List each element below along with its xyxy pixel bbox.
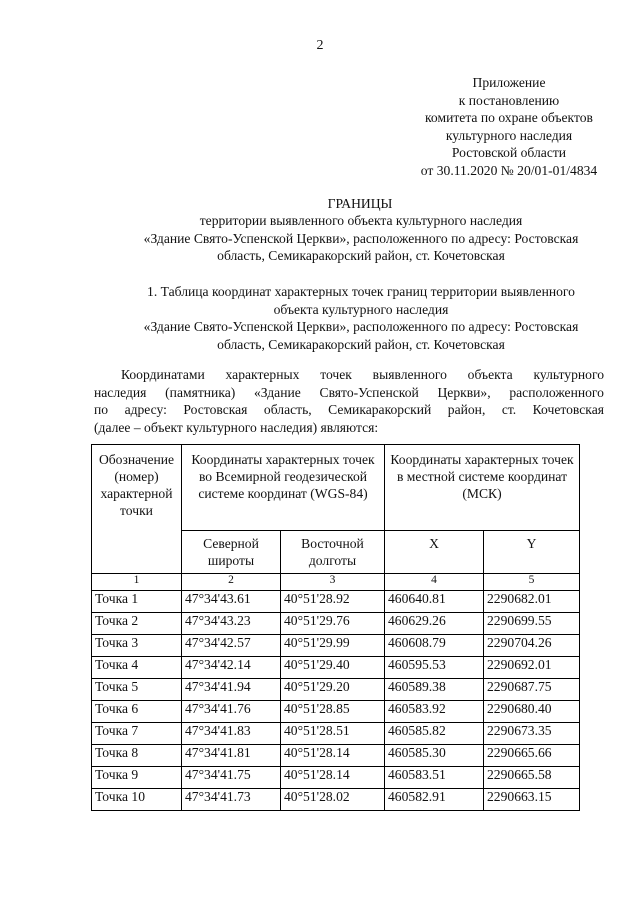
y-value: 2290704.26 [484, 635, 580, 657]
subtitle-line: «Здание Свято-Успенской Церкви», расположенного по адресу: Ростовская [143, 230, 579, 246]
longitude-value: 40°51'28.14 [281, 767, 385, 789]
column-number: 5 [484, 574, 580, 591]
word: наследия [94, 384, 147, 400]
appendix-line: культурного наследия [445, 127, 573, 143]
point-name: Точка 9 [92, 767, 182, 789]
x-value: 460595.53 [385, 657, 484, 679]
x-value: 460629.26 [385, 613, 484, 635]
table-row [92, 745, 580, 767]
header-wgs84: Координаты характерных точек во Всемирной геодезической системе координат (WGS-84) [182, 445, 385, 531]
word: характерных [225, 367, 300, 382]
word: адресу: [124, 402, 167, 418]
point-name: Точка 2 [92, 613, 182, 635]
x-value: 460608.79 [385, 635, 484, 657]
word: Свято-Успенской [319, 384, 419, 400]
longitude-value: 40°51'28.92 [281, 591, 385, 613]
y-value: 2290699.55 [484, 613, 580, 635]
x-value: 460640.81 [385, 591, 484, 613]
word: точек [320, 367, 352, 382]
y-value: 2290680.40 [484, 701, 580, 723]
point-name: Точка 6 [92, 701, 182, 723]
point-name: Точка 3 [92, 635, 182, 657]
table-row [92, 723, 580, 745]
table-header-row [92, 445, 580, 531]
header-y: Y [484, 530, 580, 573]
y-value: 2290665.66 [484, 745, 580, 767]
word: по [94, 402, 109, 418]
word: ст. [501, 402, 517, 418]
page-number: 2 [316, 38, 324, 53]
x-value: 460583.51 [385, 767, 484, 789]
table-row [92, 635, 580, 657]
column-number: 1 [92, 574, 182, 591]
paragraph-line: (далее – объект культурного наследия) являются: [94, 419, 379, 435]
word: культурного [533, 367, 604, 382]
latitude-value: 47°34'41.75 [182, 767, 281, 789]
table-row [92, 613, 580, 635]
y-value: 2290682.01 [484, 591, 580, 613]
word: расположенного [509, 384, 604, 400]
paragraph-line [94, 366, 604, 384]
point-name: Точка 10 [92, 789, 182, 811]
longitude-value: 40°51'28.51 [281, 723, 385, 745]
appendix-date-number: от 30.11.2020 № 20/01-01/4834 [420, 162, 598, 178]
subtitle-line: территории выявленного объекта культурного наследия [199, 213, 523, 228]
section-heading [96, 283, 626, 353]
section-line: 1. Таблица координат характерных точек границ территории выявленного [147, 284, 575, 299]
x-value: 460589.38 [385, 679, 484, 701]
x-value: 460585.82 [385, 723, 484, 745]
y-value: 2290673.35 [484, 723, 580, 745]
longitude-value: 40°51'29.20 [281, 679, 385, 701]
section-line: «Здание Свято-Успенской Церкви», расположенного по адресу: Ростовская [143, 319, 579, 335]
appendix-line: Ростовской области [451, 145, 567, 161]
column-number-row [92, 574, 580, 591]
point-name: Точка 7 [92, 723, 182, 745]
latitude-value: 47°34'42.14 [182, 657, 281, 679]
y-value: 2290692.01 [484, 657, 580, 679]
longitude-value: 40°51'29.99 [281, 635, 385, 657]
point-name: Точка 8 [92, 745, 182, 767]
word: Семикаракорский [328, 402, 432, 418]
appendix-line: к постановлению [458, 92, 560, 108]
latitude-value: 47°34'41.83 [182, 723, 281, 745]
word: район, [447, 402, 486, 418]
word: Церкви», [437, 384, 491, 400]
point-name: Точка 5 [92, 679, 182, 701]
point-name: Точка 1 [92, 591, 182, 613]
y-value: 2290663.15 [484, 789, 580, 811]
table-row [92, 679, 580, 701]
word: объекта [467, 367, 513, 382]
appendix-block [392, 74, 626, 180]
word: область, [263, 402, 312, 418]
point-name: Точка 4 [92, 657, 182, 679]
column-number: 4 [385, 574, 484, 591]
latitude-value: 47°34'41.81 [182, 745, 281, 767]
column-number: 3 [281, 574, 385, 591]
word: выявленного [372, 367, 447, 382]
latitude-value: 47°34'43.23 [182, 613, 281, 635]
subtitle-line: область, Семикаракорский район, ст. Кочетовская [217, 248, 505, 264]
header-msk: Координаты характерных точек в местной системе координат (МСК) [385, 445, 580, 531]
x-value: 460583.92 [385, 701, 484, 723]
word: Ростовская [183, 402, 248, 418]
longitude-value: 40°51'29.76 [281, 613, 385, 635]
table-row [92, 657, 580, 679]
word: Координатами [121, 367, 205, 382]
header-north-latitude: Северной широты [182, 530, 281, 573]
x-value: 460585.30 [385, 745, 484, 767]
word: «Здание [253, 384, 301, 400]
latitude-value: 47°34'41.73 [182, 789, 281, 811]
latitude-value: 47°34'42.57 [182, 635, 281, 657]
x-value: 460582.91 [385, 789, 484, 811]
latitude-value: 47°34'41.94 [182, 679, 281, 701]
document-title: ГРАНИЦЫ [327, 196, 393, 211]
column-number: 2 [182, 574, 281, 591]
header-x: X [385, 530, 484, 573]
section-line: объекта культурного наследия [273, 301, 449, 317]
word: (памятника) [165, 384, 236, 400]
table-row [92, 591, 580, 613]
header-designation: Обозначение (номер) характерной точки [92, 445, 182, 574]
word: Кочетовская [532, 402, 604, 418]
appendix-line: Приложение [472, 75, 546, 90]
header-east-longitude: Восточной долготы [281, 530, 385, 573]
y-value: 2290687.75 [484, 679, 580, 701]
latitude-value: 47°34'43.61 [182, 591, 281, 613]
latitude-value: 47°34'41.76 [182, 701, 281, 723]
paragraph-line [94, 401, 604, 419]
coordinates-table [91, 444, 580, 811]
document-subtitle [96, 212, 626, 265]
longitude-value: 40°51'29.40 [281, 657, 385, 679]
appendix-line: комитета по охране объектов [425, 110, 593, 126]
longitude-value: 40°51'28.85 [281, 701, 385, 723]
table-row [92, 767, 580, 789]
paragraph-line [94, 384, 604, 402]
section-line: область, Семикаракорский район, ст. Кочетовская [217, 336, 505, 352]
table-row [92, 789, 580, 811]
longitude-value: 40°51'28.02 [281, 789, 385, 811]
longitude-value: 40°51'28.14 [281, 745, 385, 767]
table-body [92, 591, 580, 811]
y-value: 2290665.58 [484, 767, 580, 789]
intro-paragraph [94, 366, 604, 436]
table-row [92, 701, 580, 723]
